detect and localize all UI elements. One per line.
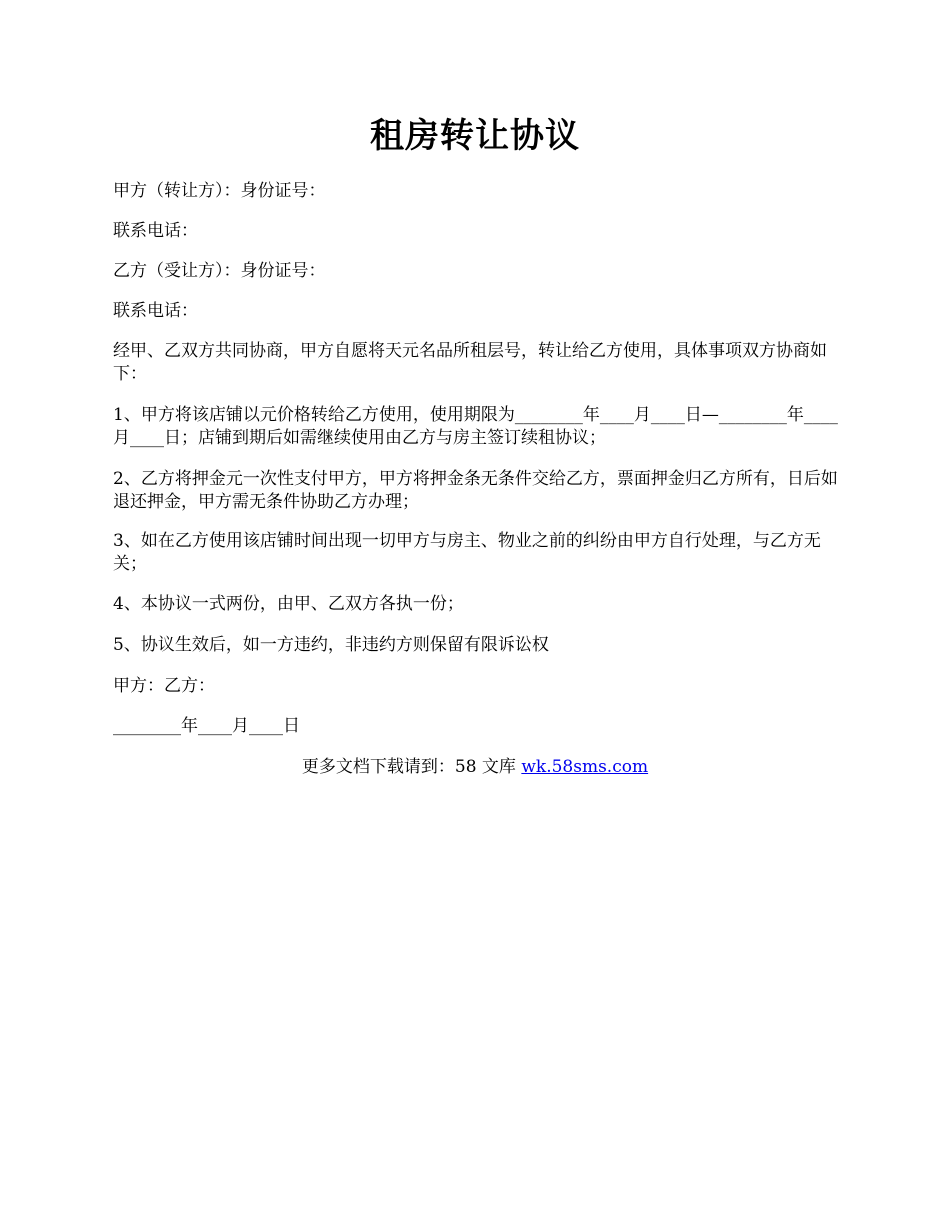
footer-prefix: 更多文档下载请到：58 文库 — [301, 757, 522, 777]
intro-paragraph: 经甲、乙双方共同协商，甲方自愿将天元名品所租层号，转让给乙方使用，具体事项双方协商如下： — [113, 341, 827, 384]
clause-5: 5、协议生效后，如一方违约，非违约方则保留有限诉讼权 — [113, 635, 549, 655]
party-b-id-line: 乙方（受让方）：身份证号： — [113, 261, 326, 281]
party-a-phone-line: 联系电话： — [113, 221, 198, 241]
clause-2: 2、乙方将押金元一次性支付甲方，甲方将押金条无条件交给乙方，票面押金归乙方所有，日后如退还押金，甲方需无条件协助乙方办理； — [113, 469, 838, 512]
document-title: 租房转让协议 — [370, 116, 580, 156]
party-b-phone-line: 联系电话： — [113, 301, 198, 321]
clause-1: 1、甲方将该店铺以元价格转给乙方使用，使用期限为________年____月____日—________年____月____日；店铺到期后如需继续使用由乙方与房主签订续租协议； — [113, 405, 838, 448]
clause-3: 3、如在乙方使用该店铺时间出现一切甲方与房主、物业之前的纠纷由甲方自行处理，与乙方无关； — [113, 531, 821, 574]
party-a-id-line: 甲方（转让方）：身份证号： — [113, 181, 326, 201]
footer-link[interactable]: wk.58sms.com — [521, 757, 649, 777]
date-line: ________年____月____日 — [113, 716, 300, 736]
download-footer — [0, 756, 950, 779]
clause-4: 4、本协议一式两份，由甲、乙双方各执一份； — [113, 594, 464, 614]
signature-line: 甲方：乙方： — [113, 676, 215, 696]
